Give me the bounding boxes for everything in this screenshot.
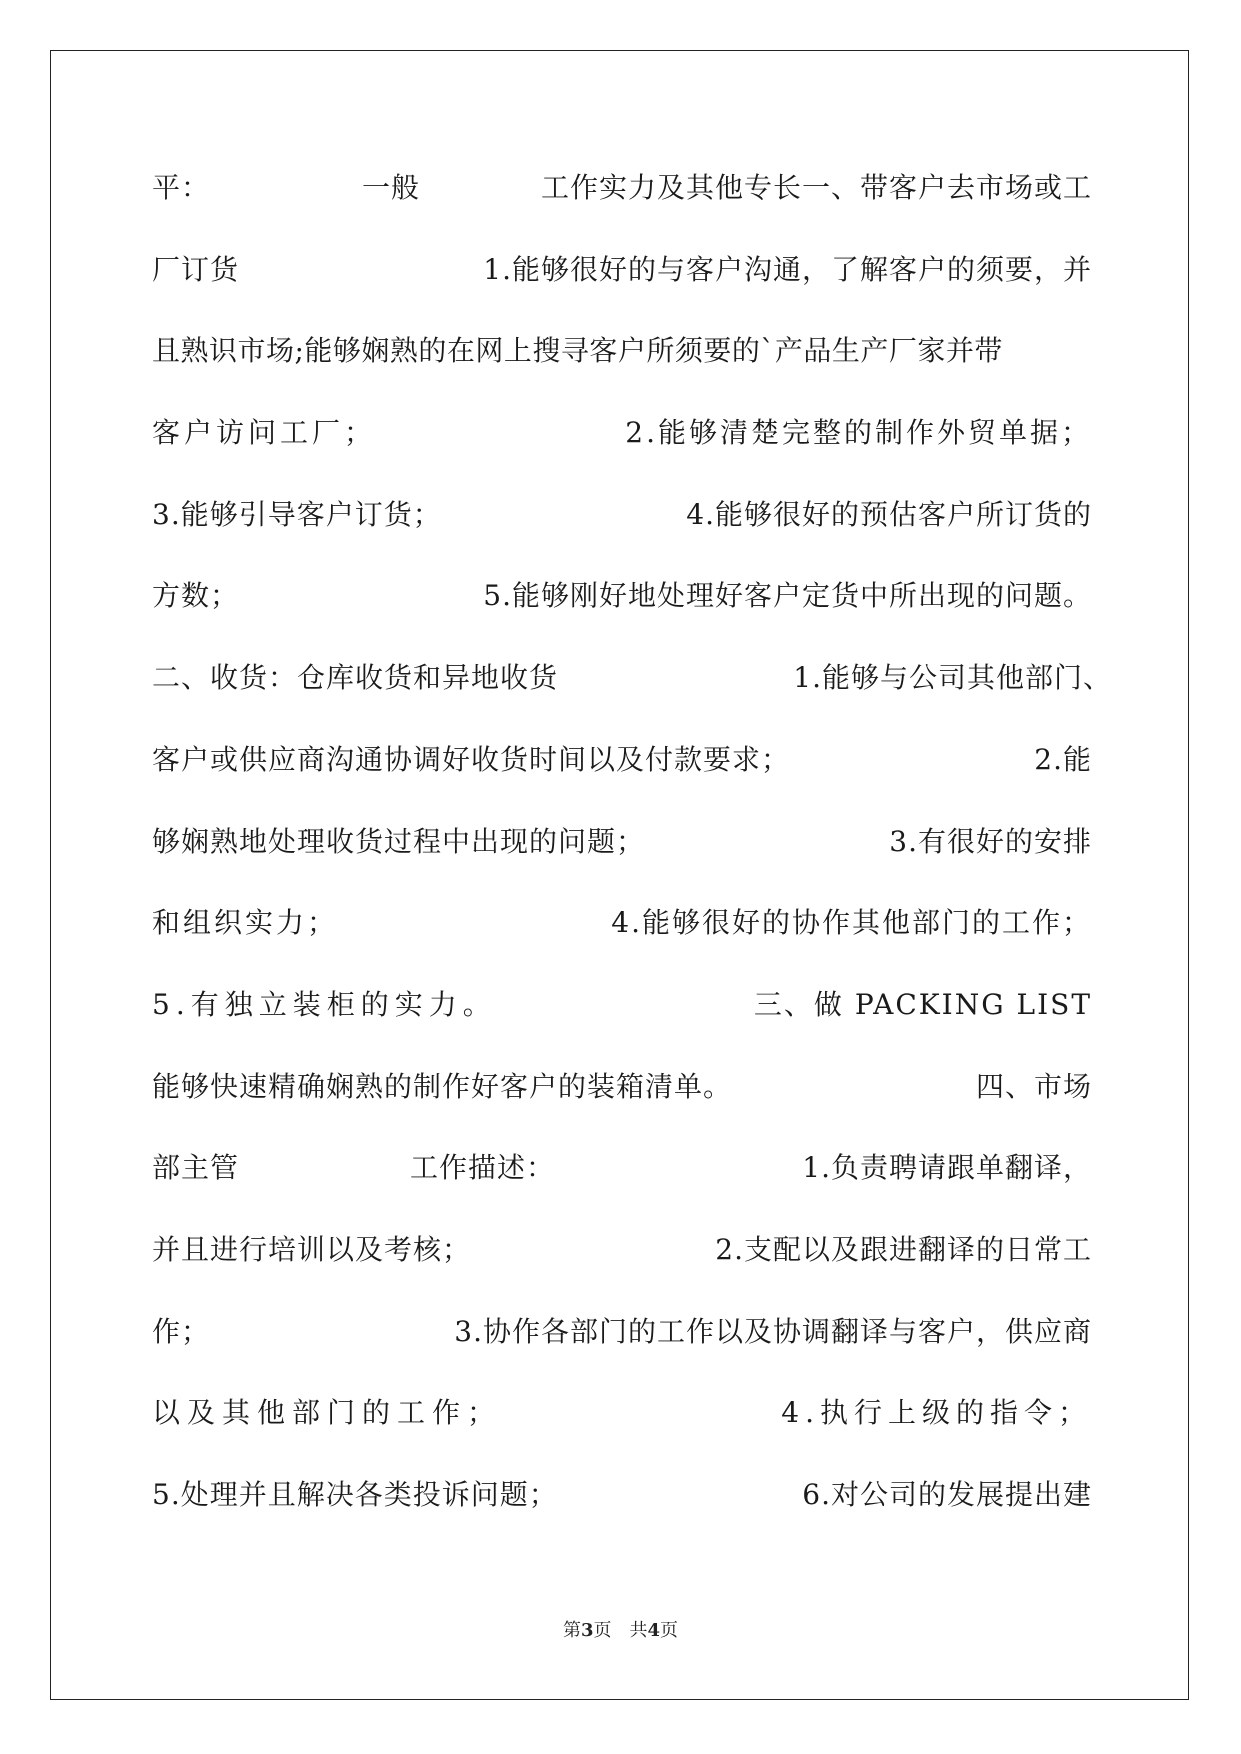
page-suffix: 页	[593, 1620, 612, 1641]
text-segment: 够娴熟地处理收货过程中出现的问题；	[152, 824, 646, 858]
text-segment: 客户或供应商沟通协调好收货时间以及付款要求；	[152, 742, 791, 776]
text-line-10	[152, 903, 1092, 985]
text-segment: 二、收货：仓库收货和异地收货	[152, 661, 559, 695]
page-footer	[0, 1616, 1241, 1642]
text-line-7	[152, 658, 1112, 740]
text-segment: 且熟识市场;能够娴熟的在网上搜寻客户所须要的`产品生产厂家并带	[152, 334, 1003, 368]
text-line-11	[152, 985, 1092, 1067]
text-segment: 以及其他部门的工作；	[152, 1396, 503, 1430]
text-line-13	[152, 1148, 1092, 1230]
text-segment: 3.有很好的安排	[889, 824, 1092, 858]
text-segment: 3.协作各部门的工作以及协调翻译与客户，供应商	[454, 1314, 1092, 1348]
text-line-12	[152, 1067, 1092, 1149]
text-line-5	[152, 495, 1092, 577]
text-segment: 并且进行培训以及考核；	[152, 1232, 472, 1266]
text-segment: 作；	[152, 1314, 211, 1348]
text-segment: 厂订货	[152, 252, 240, 286]
text-line-17	[152, 1475, 1092, 1557]
text-line-14	[152, 1230, 1092, 1312]
text-segment: 部主管	[152, 1151, 240, 1185]
text-segment: 4.能够很好的预估客户所订货的	[686, 497, 1092, 531]
text-segment: 5.有独立装柜的实力。	[152, 987, 497, 1021]
text-segment: 能够快速精确娴熟的制作好客户的装箱清单。	[152, 1069, 733, 1103]
text-segment: 和组织实力；	[152, 906, 339, 940]
text-line-3	[152, 331, 1092, 413]
text-line-6	[152, 576, 1092, 658]
text-line-9	[152, 822, 1092, 904]
text-segment: 5.处理并且解决各类投诉问题；	[152, 1478, 558, 1511]
text-segment: 6.对公司的发展提出建	[802, 1478, 1092, 1511]
total-pages: 4	[647, 1620, 661, 1641]
text-segment: 4.执行上级的指令；	[781, 1396, 1092, 1430]
text-segment: 1.能够与公司其他部门、	[793, 661, 1112, 695]
text-segment: 平：	[152, 171, 211, 204]
page-number: 3	[580, 1620, 594, 1641]
text-line-4	[152, 413, 1092, 495]
total-suffix: 页	[660, 1620, 679, 1641]
text-line-15	[152, 1312, 1092, 1394]
text-segment: 3.能够引导客户订货；	[152, 497, 442, 531]
text-segment: 客户访问工厂；	[152, 416, 377, 450]
text-segment: 5.能够刚好地处理好客户定货中所出现的问题。	[483, 579, 1092, 613]
text-segment: 方数；	[152, 579, 240, 613]
text-segment: 工作实力及其他专长一、带客户去市场或工	[540, 171, 1092, 204]
text-segment: 4.能够很好的协作其他部门的工作；	[611, 906, 1092, 940]
text-segment: 四、市场	[975, 1069, 1092, 1103]
text-segment: 2.支配以及跟进翻译的日常工	[715, 1232, 1092, 1266]
text-line-8	[152, 740, 1092, 822]
text-line-1	[152, 168, 1092, 250]
text-segment: 2.能	[1034, 742, 1092, 776]
text-segment: 1.负责聘请跟单翻译，	[802, 1151, 1092, 1185]
text-segment: 三、做 PACKING LIST	[753, 987, 1092, 1021]
document-body	[152, 168, 1112, 1557]
text-line-2	[152, 250, 1092, 332]
page-prefix: 第	[562, 1620, 581, 1641]
text-line-16	[152, 1393, 1092, 1475]
text-segment: 一般	[362, 171, 421, 204]
total-prefix: 共	[629, 1620, 648, 1641]
text-segment: 1.能够很好的与客户沟通，了解客户的须要，并	[483, 252, 1092, 286]
text-segment: 2.能够清楚完整的制作外贸单据；	[625, 416, 1092, 450]
text-segment: 工作描述：	[410, 1151, 556, 1185]
